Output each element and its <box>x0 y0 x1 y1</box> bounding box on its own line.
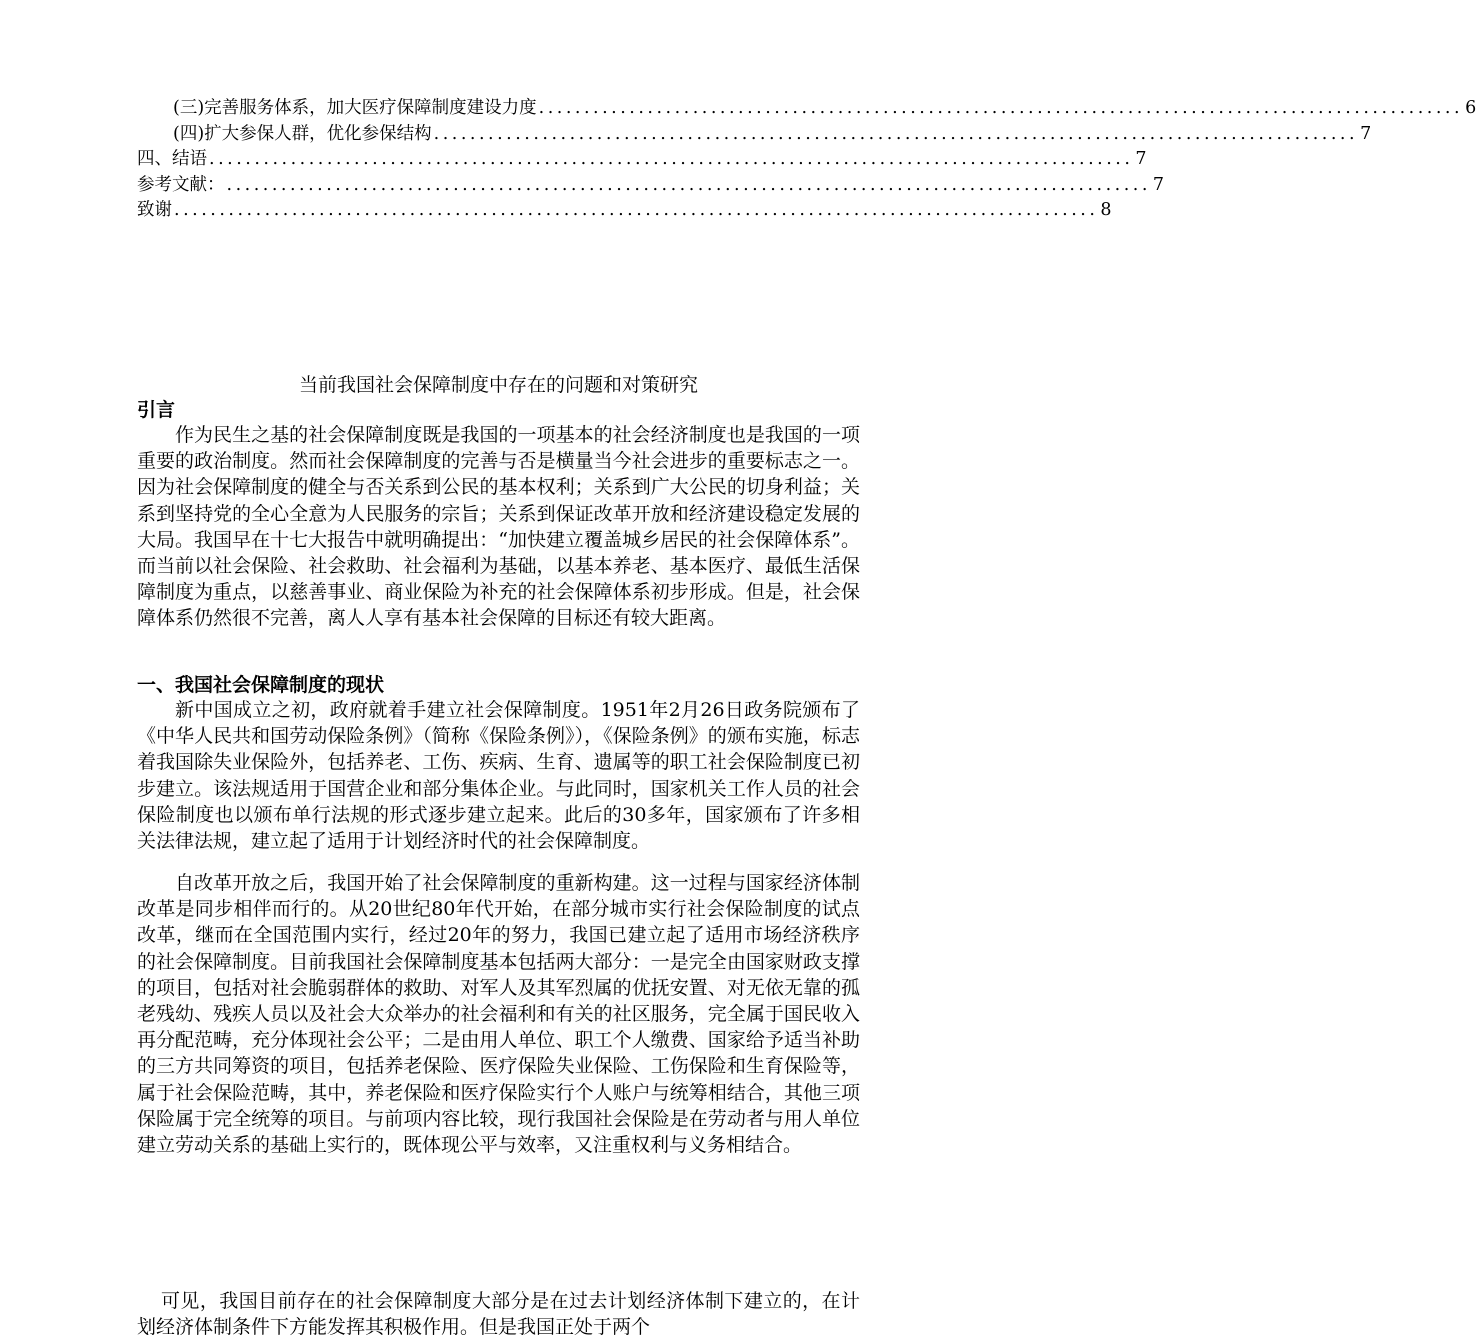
toc-leader-dots: ...................................................................................................... <box>209 149 1134 169</box>
toc-leader-dots: ...................................................................................................... <box>174 200 1099 220</box>
body-paragraph: 新中国成立之初，政府就着手建立社会保障制度。1951年2月26日政务院颁布了《中华人民共和国劳动保险条例》（简称《保险条例》），《保险条例》的颁布实施，标志着我国除失业保险外，包括养老、工伤、疾病、生育、遗属等的职工社会保险制度已初步建立。该法规适用于国营企业和部分集体企业。与此同时，国家机关工作人员的社会保险制度也以颁布单行法规的形式逐步建立起来。此后的30多年，国家颁布了许多相关法律法规，建立起了适用于计划经济时代的社会保障制度。 <box>137 699 860 853</box>
toc-leader-dots: ...................................................................................................... <box>226 174 1151 195</box>
toc-entry[interactable] <box>137 122 1372 148</box>
intro-heading: 引言 <box>137 399 176 421</box>
toc-leader-dots: ...................................................................................................... <box>433 123 1359 144</box>
body-paragraph: 可见，我国目前存在的社会保障制度大部分是在过去计划经济体制下建立的，在计划经济体制条件下方能发挥其积极作用。但是我国正处于两个 <box>137 1290 860 1339</box>
document-title: 当前我国社会保障制度中存在的问题和对策研究 <box>298 374 698 396</box>
toc-page-number: 6 <box>1465 98 1476 118</box>
toc-entry[interactable] <box>137 198 1112 224</box>
body-paragraph: 自改革开放之后，我国开始了社会保障制度的重新构建。这一过程与国家经济体制改革是同步相伴而行的。从20世纪80年代开始，在部分城市实行社会保险制度的试点改革，继而在全国范围内实行，经过20年的努力，我国已建立起了适用市场经济秩序的社会保障制度。目前我国社会保障制度基本包括两大部分：一是完全由国家财政支撑的项目，包括对社会脆弱群体的救助、对军人及其军烈属的优抚安置、对无依无靠的孤老残幼、残疾人员以及社会大众举办的社会福利和有关的社区服务，完全属于国民收入再分配范畴，充分体现社会公平；二是由用人单位、职工个人缴费、国家给予适当补助的三方共同筹资的项目，包括养老保险、医疗保险失业保险、工伤保险和生育保险等，属于社会保险范畴，其中，养老保险和医疗保险实行个人账户与统筹相结合，其他三项保险属于完全统筹的项目。与前项内容比较，现行我国社会保险是在劳动者与用人单位建立劳动关系的基础上实行的，既体现公平与效率，又注重权利与义务相结合。 <box>137 872 860 1157</box>
toc-page-number: 7 <box>1152 174 1165 195</box>
toc-entry[interactable] <box>137 147 1147 173</box>
toc-entry-title: (四)扩大参保人群，优化参保结构 <box>173 123 432 144</box>
document-page <box>137 96 1476 1339</box>
intro-paragraph: 作为民生之基的社会保障制度既是我国的一项基本的社会经济制度也是我国的一项重要的政治制度。然而社会保障制度的完善与否是横量当今社会进步的重要标志之一。因为社会保障制度的健全与否关系到公民的基本权利；关系到广大公民的切身利益；关系到坚持党的全心全意为人民服务的宗旨；关系到保证改革开放和经济建设稳定发展的大局。我国早在十七大报告中就明确提出：“加快建立覆盖城乡居民的社会保障体系”。而当前以社会保险、社会救助、社会福利为基础，以基本养老、基本医疗、最低生活保障制度为重点，以慈善事业、商业保险为补充的社会保障体系初步形成。但是，社会保障体系仍然很不完善，离人人享有基本社会保障的目标还有较大距离。 <box>137 424 860 630</box>
toc-page-number: 8 <box>1100 200 1112 220</box>
toc-entry-title: 参考文献： <box>137 174 225 195</box>
toc-page-number: 7 <box>1135 149 1147 169</box>
toc-entry-title: (三)完善服务体系，加大医疗保障制度建设力度 <box>173 98 537 118</box>
toc-entry[interactable] <box>137 173 1165 199</box>
toc-page-number: 7 <box>1360 123 1372 144</box>
toc-entry-title: 致谢 <box>137 200 172 220</box>
section-heading: 一、我国社会保障制度的现状 <box>137 674 385 696</box>
table-of-contents <box>137 96 1476 224</box>
toc-entry[interactable] <box>137 96 1476 122</box>
toc-entry-title: 四、结语 <box>137 149 207 169</box>
toc-leader-dots: ...................................................................................................... <box>538 98 1464 118</box>
